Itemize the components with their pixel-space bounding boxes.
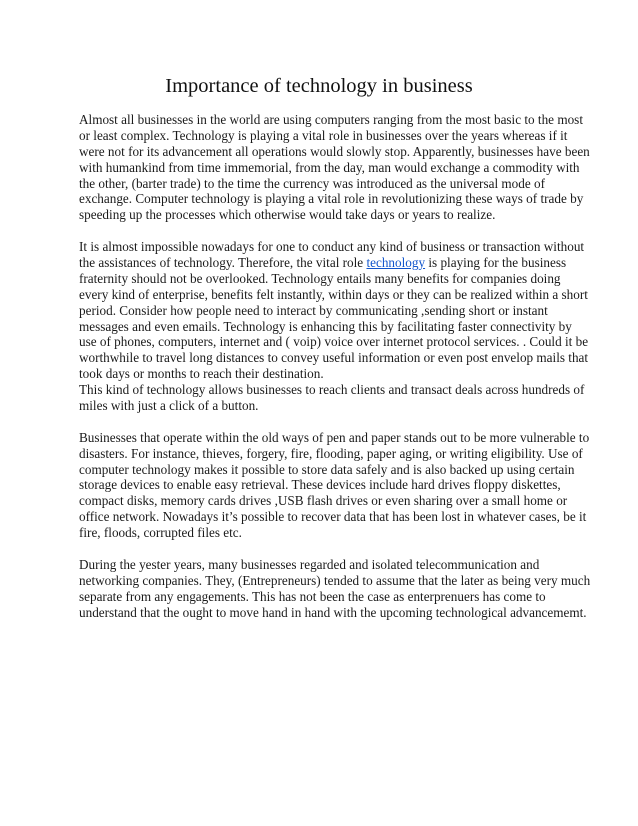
paragraph-1 [79,112,590,223]
paragraph-line-with-link [79,255,569,271]
document-title: Importance of technology in business [165,75,473,97]
paragraph-line: exchange. Computer technology is playing a vital role in revolutionizing these ways of trade by [79,191,584,207]
paragraph-line: worthwhile to travel long distances to convey useful information or even post envelop mails that [79,350,589,366]
paragraph-line: were not for its advancement all operations would slowly stop. Apparently, businesses have been [79,143,590,159]
paragraph-line: It is almost impossible nowadays for one to conduct any kind of business or transaction without [79,239,585,255]
paragraph-line: every kind of enterprise, benefits felt instantly, within days or they can be realized within a short [79,286,588,302]
paragraph-line: miles with just a click of a button. [79,398,259,414]
paragraph-line: office network. Nowadays it’s possible to recover data that has been lost in whatever cases, be it [79,509,587,525]
paragraph-line: with humankind from time immemorial, from the day, man would exchange a commodity with [79,159,580,175]
paragraph-line: messages and even emails. Technology is enhancing this by facilitating faster connectivity by [79,318,572,334]
paragraph-2 [79,239,589,414]
paragraph-4 [79,556,591,621]
paragraph-line: storage devices to enable easy retrieval. These devices include hard drives floppy diskettes, [79,477,561,493]
paragraph-line: computer technology makes it possible to store data safely and is also backed up using certain [79,461,575,477]
line-text-after-link: is playing for the business [425,255,567,271]
paragraph-line: This kind of technology allows businesses to reach clients and transact deals across hundreds of [79,382,585,398]
paragraph-line: use of phones, computers, internet and ( voip) voice over internet protocol services. . Could it be [79,334,589,350]
paragraph-line: During the yester years, many businesses regarded and isolated telecommunication and [79,556,540,572]
paragraph-spacer [79,223,569,239]
document-body [79,112,591,621]
paragraph-spacer [79,414,569,430]
paragraph-line: period. Consider how people need to interact by communicating ,sending short or instant [79,302,548,318]
paragraph-spacer [79,541,569,557]
paragraph-line: understand that the ought to move hand in hand with the upcoming technological advancememt. [79,604,587,620]
paragraph-line: or least complex. Technology is playing a vital role in businesses over the years whereas if it [79,127,568,143]
paragraph-line: fraternity should not be overlooked. Technology entails many benefits for companies doing [79,270,561,286]
technology-link[interactable]: technology [366,255,426,271]
paragraph-line: Businesses that operate within the old ways of pen and paper stands out to be more vulnerable to [79,429,590,445]
paragraph-line: networking companies. They, (Entrepreneurs) tended to assume that the later as being very much [79,572,591,588]
paragraph-line: fire, floods, corrupted files etc. [79,525,242,541]
paragraph-line: took days or months to reach their destination. [79,366,324,382]
paragraph-line: disasters. For instance, thieves, forgery, fire, flooding, paper aging, or writing eligibility. Use of [79,445,583,461]
paragraph-line: speeding up the processes which otherwise would take days or years to realize. [79,207,496,223]
paragraph-3 [79,429,590,541]
line-text-before-link: the assistances of technology. Therefore, the vital role [79,255,367,271]
paragraph-line: compact disks, memory cards drives ,USB flash drives or even sharing over a small home or [79,493,568,509]
paragraph-line: Almost all businesses in the world are using computers ranging from the most basic to the most [79,112,583,127]
paragraph-line: the other, (barter trade) to the time the currency was introduced as the universal mode of [79,175,545,191]
paragraph-line: separate from any engagements. This has not been the case as enterprenuers has come to [79,588,546,604]
